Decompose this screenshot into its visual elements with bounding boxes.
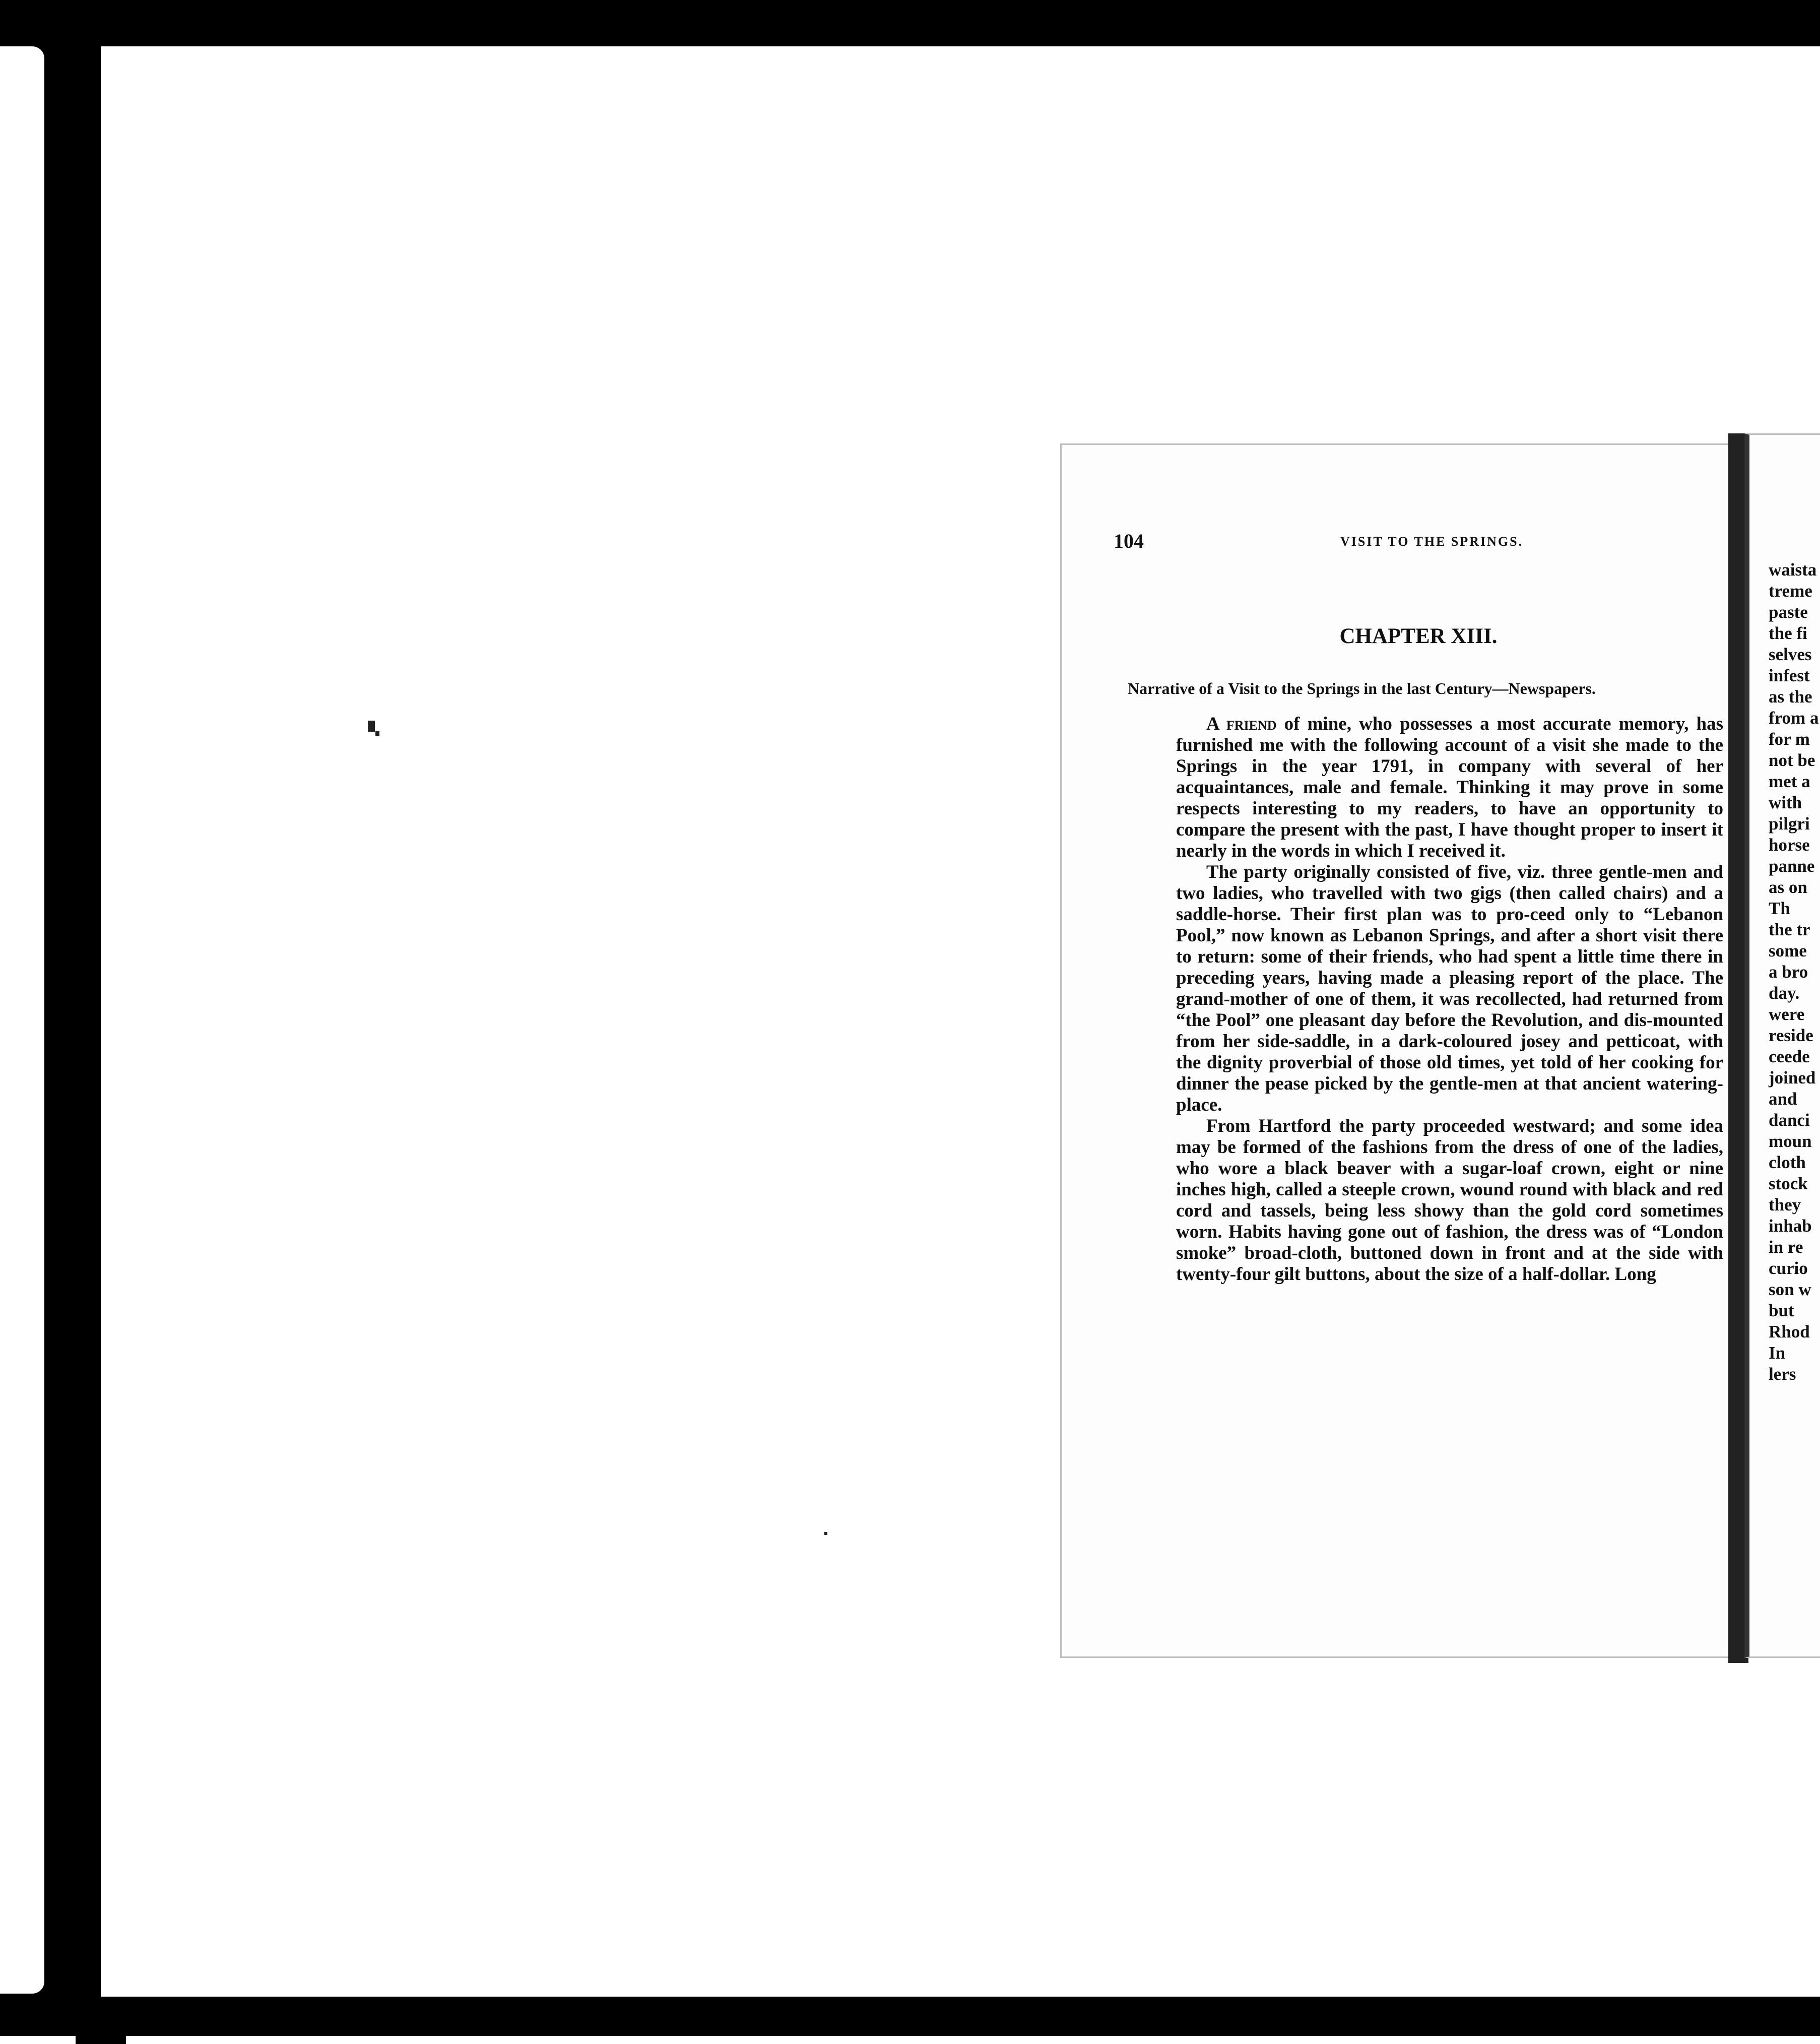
right-page-text-fragments: [1769, 559, 1820, 1385]
right-page-line-fragment: infest: [1769, 666, 1810, 685]
scan-speck: [368, 721, 375, 732]
right-page-line-fragment: curio: [1769, 1258, 1808, 1278]
right-page-line-fragment: son w: [1769, 1280, 1811, 1299]
right-page-line-fragment: met a: [1769, 772, 1810, 791]
paragraph-lead: A friend: [1206, 714, 1277, 734]
right-page-line-fragment: not be: [1769, 750, 1815, 770]
right-page-line-fragment: from a: [1769, 708, 1819, 728]
right-page-line-fragment: cloth: [1769, 1153, 1806, 1172]
right-page-line-fragment: Th: [1769, 899, 1790, 918]
right-page-line-fragment: with: [1769, 793, 1802, 812]
right-page-line-fragment: for m: [1769, 729, 1810, 749]
right-page-line-fragment: reside: [1769, 1026, 1813, 1045]
right-page-line-fragment: waista: [1769, 560, 1817, 580]
right-page-line-fragment: day.: [1769, 983, 1800, 1003]
right-page-line-fragment: stock: [1769, 1174, 1808, 1193]
right-page-line-fragment: ceede: [1769, 1047, 1810, 1066]
right-page-line-fragment: as the: [1769, 687, 1812, 707]
scan-speck: [375, 731, 379, 736]
scan-border-bottom: [0, 2022, 1820, 2044]
scan-speck: [824, 1532, 827, 1535]
chapter-title: CHAPTER XIII.: [1339, 624, 1498, 648]
right-page-line-fragment: some: [1769, 941, 1807, 961]
right-page-line-fragment: horse: [1769, 835, 1810, 855]
paragraph: From Hartford the party proceeded westward; and some idea may be formed of the fashions from the dress of one of the ladies, who wore a black beaver with a sugar-loaf crown, eight or nine inches high, called a steeple crown, wound round with black and red cord and tassels, being less showy than the gold cord sometimes worn. Habits having gone out of fashion, the dress was of “London smoke” broad-cloth, buttoned down in front and at the side with twenty-four gilt buttons, about the size of a half-dollar. Long: [1176, 1116, 1723, 1285]
body-text: [1176, 714, 1723, 1285]
right-page-line-fragment: inhab: [1769, 1216, 1812, 1236]
right-page-line-fragment: as on: [1769, 877, 1807, 897]
right-page-line-fragment: were: [1769, 1004, 1805, 1024]
page-header: [1114, 529, 1723, 554]
right-page-line-fragment: and: [1769, 1089, 1797, 1109]
right-page-line-fragment: Rhod: [1769, 1322, 1810, 1342]
right-page-line-fragment: panne: [1769, 856, 1815, 876]
right-page-line-fragment: pilgri: [1769, 814, 1810, 834]
right-page-line-fragment: but: [1769, 1301, 1794, 1320]
chapter-subtitle: Narrative of a Visit to the Springs in the last Century—Newspapers.: [1128, 679, 1596, 697]
right-page-line-fragment: paste: [1769, 602, 1808, 622]
right-page-line-fragment: danci: [1769, 1110, 1810, 1130]
right-page-line-fragment: moun: [1769, 1131, 1812, 1151]
right-page-line-fragment: treme: [1769, 581, 1812, 601]
running-head: VISIT TO THE SPRINGS.: [1340, 534, 1524, 549]
right-page-line-fragment: the fi: [1769, 623, 1807, 643]
right-page-line-fragment: joined: [1769, 1068, 1816, 1088]
right-page-line-fragment: they: [1769, 1195, 1801, 1215]
right-page-line-fragment: a bro: [1769, 962, 1808, 982]
right-page-line-fragment: selves: [1769, 645, 1812, 664]
paragraph: The party originally consisted of five, viz. three gentle-men and two ladies, who travelled with two gigs (then called chairs) and a saddle-horse. Their first plan was to pro-ceed only to “Lebanon Pool,” now known as Lebanon Springs, and after a short visit there to return: some of their friends, who had spent a little time there in preceding years, having made a pleasing report of the place. The grand-mother of one of them, it was recollected, had returned from “the Pool” one pleasant day before the Revolution, and dis-mounted from her side-saddle, in a dark-coloured josey and petticoat, with the dignity proverbial of those old times, yet told of her cooking for dinner the pease picked by the gentle-men at that ancient watering-place.: [1176, 862, 1723, 1115]
right-page-line-fragment: the tr: [1769, 920, 1810, 939]
right-page-line-fragment: lers: [1769, 1364, 1796, 1384]
page-number: 104: [1114, 530, 1144, 552]
paragraph-text: of mine, who possesses a most accurate memory, has furnished me with the following account of a visit she made to the Springs in the year 1791, in company with several of her acquaintances, male and female. Thinking it may prove in some respects interesting to my readers, to have an opportunity to compare the present with the past, I have thought proper to insert it nearly in the words in which I received it.: [1176, 714, 1723, 861]
paragraph: [1176, 714, 1723, 862]
right-page-line-fragment: In: [1769, 1343, 1786, 1363]
right-page-line-fragment: in re: [1769, 1237, 1803, 1257]
scan-margin-left: [0, 46, 44, 1994]
